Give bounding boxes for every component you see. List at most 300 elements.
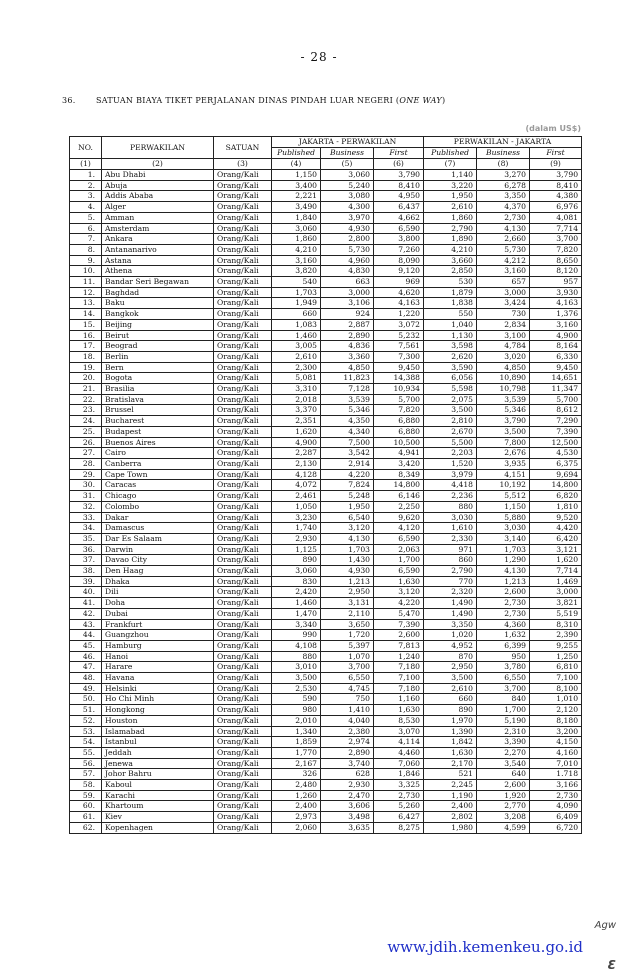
pwk-business: 1,703 [477, 544, 530, 555]
pwk-published: 3,350 [424, 619, 477, 630]
perwakilan-name: Beijing [102, 319, 214, 330]
jkt-published: 4,108 [272, 640, 321, 651]
jkt-business: 7,128 [321, 384, 374, 395]
jkt-published: 3,160 [272, 255, 321, 266]
table-row [70, 202, 582, 213]
jkt-published: 2,351 [272, 416, 321, 427]
table-row [70, 234, 582, 245]
perwakilan-name: Baku [102, 298, 214, 309]
jkt-business: 1,410 [321, 705, 374, 716]
pwk-business: 657 [477, 277, 530, 288]
pwk-business: 5,512 [477, 491, 530, 502]
column-index: (9) [530, 159, 582, 170]
pwk-business: 2,660 [477, 234, 530, 245]
jkt-business: 3,635 [321, 822, 374, 833]
table-row [70, 619, 582, 630]
jkt-business: 4,340 [321, 426, 374, 437]
jkt-business: 5,248 [321, 491, 374, 502]
pwk-business: 2,270 [477, 747, 530, 758]
table-row [70, 501, 582, 512]
pwk-business: 3,540 [477, 758, 530, 769]
pwk-published: 2,400 [424, 801, 477, 812]
pwk-published: 4,210 [424, 244, 477, 255]
row-number: 21. [70, 384, 102, 395]
pwk-published: 770 [424, 576, 477, 587]
pwk-first: 8,410 [530, 180, 582, 191]
pwk-first: 3,166 [530, 780, 582, 791]
perwakilan-name: Buenos Aires [102, 437, 214, 448]
perwakilan-name: Canberra [102, 458, 214, 469]
jkt-published: 1,770 [272, 747, 321, 758]
row-number: 52. [70, 715, 102, 726]
pwk-first: 7,820 [530, 244, 582, 255]
jkt-first: 6,590 [374, 533, 424, 544]
pwk-first: 3,000 [530, 587, 582, 598]
jkt-first: 4,941 [374, 448, 424, 459]
jkt-business: 5,240 [321, 180, 374, 191]
jdih-website-link[interactable]: www.jdih.kemenkeu.go.id [387, 938, 583, 956]
pwk-business: 5,730 [477, 244, 530, 255]
jkt-first: 4,220 [374, 598, 424, 609]
header-business: Business [321, 148, 374, 159]
pwk-business: 2,834 [477, 319, 530, 330]
satuan: Orang/Kali [214, 801, 272, 812]
jkt-published: 3,060 [272, 223, 321, 234]
jkt-published: 880 [272, 651, 321, 662]
pwk-published: 6,056 [424, 373, 477, 384]
row-number: 24. [70, 416, 102, 427]
pwk-first: 7,390 [530, 426, 582, 437]
jkt-first: 7,060 [374, 758, 424, 769]
jkt-business: 6,550 [321, 673, 374, 684]
pwk-published: 1,040 [424, 319, 477, 330]
table-row [70, 394, 582, 405]
satuan: Orang/Kali [214, 373, 272, 384]
jkt-first: 7,813 [374, 640, 424, 651]
jkt-published: 4,900 [272, 437, 321, 448]
jkt-business: 4,220 [321, 469, 374, 480]
perwakilan-name: Bratislava [102, 394, 214, 405]
pwk-first: 7,714 [530, 223, 582, 234]
jkt-business: 663 [321, 277, 374, 288]
satuan: Orang/Kali [214, 170, 272, 181]
jkt-business: 750 [321, 694, 374, 705]
perwakilan-name: Damascus [102, 523, 214, 534]
row-number: 57. [70, 769, 102, 780]
perwakilan-name: Darwin [102, 544, 214, 555]
satuan: Orang/Kali [214, 512, 272, 523]
pwk-first: 957 [530, 277, 582, 288]
table-row [70, 416, 582, 427]
pwk-business: 3,020 [477, 351, 530, 362]
table-row [70, 705, 582, 716]
row-number: 43. [70, 619, 102, 630]
jkt-first: 7,300 [374, 351, 424, 362]
table-row [70, 330, 582, 341]
pwk-business: 3,790 [477, 416, 530, 427]
pwk-published: 1,630 [424, 747, 477, 758]
table-row [70, 341, 582, 352]
jkt-first: 3,120 [374, 587, 424, 598]
pwk-published: 1,950 [424, 191, 477, 202]
jkt-business: 4,300 [321, 202, 374, 213]
pwk-first: 4,163 [530, 298, 582, 309]
satuan: Orang/Kali [214, 480, 272, 491]
perwakilan-name: Brussel [102, 405, 214, 416]
jkt-first: 1,630 [374, 576, 424, 587]
section-title-text: SATUAN BIAYA TIKET PERJALANAN DINAS PINDAH LUAR NEGERI ( [96, 96, 400, 105]
jkt-published: 2,167 [272, 758, 321, 769]
pwk-first: 8,180 [530, 715, 582, 726]
jkt-published: 326 [272, 769, 321, 780]
pwk-published: 5,500 [424, 437, 477, 448]
row-number: 23. [70, 405, 102, 416]
satuan: Orang/Kali [214, 448, 272, 459]
row-number: 46. [70, 651, 102, 662]
pwk-first: 8,120 [530, 266, 582, 277]
perwakilan-name: Dakar [102, 512, 214, 523]
row-number: 27. [70, 448, 102, 459]
jkt-published: 590 [272, 694, 321, 705]
perwakilan-name: Kopenhagen [102, 822, 214, 833]
table-row [70, 437, 582, 448]
table-row [70, 608, 582, 619]
jkt-published: 2,221 [272, 191, 321, 202]
pwk-business: 1,150 [477, 501, 530, 512]
pwk-business: 4,370 [477, 202, 530, 213]
pwk-business: 10,890 [477, 373, 530, 384]
currency-unit-note: (dalam US$) [525, 124, 581, 133]
perwakilan-name: Davao City [102, 555, 214, 566]
jkt-business: 2,110 [321, 608, 374, 619]
header-business: Business [477, 148, 530, 159]
satuan: Orang/Kali [214, 212, 272, 223]
pwk-first: 3,700 [530, 234, 582, 245]
jkt-business: 2,890 [321, 330, 374, 341]
satuan: Orang/Kali [214, 319, 272, 330]
table-row [70, 309, 582, 320]
perwakilan-name: Doha [102, 598, 214, 609]
satuan: Orang/Kali [214, 822, 272, 833]
pwk-published: 3,598 [424, 341, 477, 352]
table-row [70, 170, 582, 181]
jkt-published: 2,010 [272, 715, 321, 726]
jkt-business: 6,540 [321, 512, 374, 523]
pwk-business: 4,599 [477, 822, 530, 833]
satuan: Orang/Kali [214, 769, 272, 780]
pwk-first: 14,651 [530, 373, 582, 384]
jkt-published: 1,150 [272, 170, 321, 181]
jkt-business: 4,830 [321, 266, 374, 277]
row-number: 6. [70, 223, 102, 234]
pwk-first: 6,420 [530, 533, 582, 544]
row-number: 40. [70, 587, 102, 598]
jkt-first: 969 [374, 277, 424, 288]
pwk-published: 2,170 [424, 758, 477, 769]
table-row [70, 555, 582, 566]
jkt-published: 2,300 [272, 362, 321, 373]
pwk-published: 2,330 [424, 533, 477, 544]
pwk-business: 6,278 [477, 180, 530, 191]
jkt-first: 3,420 [374, 458, 424, 469]
perwakilan-name: Bogota [102, 373, 214, 384]
jkt-business: 1,213 [321, 576, 374, 587]
table-row [70, 405, 582, 416]
pwk-first: 4,380 [530, 191, 582, 202]
row-number: 44. [70, 630, 102, 641]
pwk-first: 11,347 [530, 384, 582, 395]
perwakilan-name: Cape Town [102, 469, 214, 480]
pwk-business: 3,390 [477, 737, 530, 748]
jkt-published: 1,620 [272, 426, 321, 437]
row-number: 55. [70, 747, 102, 758]
jkt-business: 2,890 [321, 747, 374, 758]
jkt-first: 6,437 [374, 202, 424, 213]
jkt-first: 4,460 [374, 747, 424, 758]
satuan: Orang/Kali [214, 630, 272, 641]
perwakilan-name: Dili [102, 587, 214, 598]
satuan: Orang/Kali [214, 523, 272, 534]
table-row [70, 362, 582, 373]
jkt-business: 5,397 [321, 640, 374, 651]
table-row [70, 351, 582, 362]
satuan: Orang/Kali [214, 416, 272, 427]
pwk-first: 5,519 [530, 608, 582, 619]
jkt-first: 14,800 [374, 480, 424, 491]
satuan: Orang/Kali [214, 619, 272, 630]
perwakilan-name: Colombo [102, 501, 214, 512]
pwk-first: 3,160 [530, 319, 582, 330]
row-number: 48. [70, 673, 102, 684]
jkt-business: 1,950 [321, 501, 374, 512]
pwk-first: 4,150 [530, 737, 582, 748]
jkt-published: 2,400 [272, 801, 321, 812]
pwk-business: 3,424 [477, 298, 530, 309]
pwk-business: 3,350 [477, 191, 530, 202]
table-row [70, 298, 582, 309]
pwk-business: 950 [477, 651, 530, 662]
perwakilan-name: Istanbul [102, 737, 214, 748]
pwk-business: 1,920 [477, 790, 530, 801]
perwakilan-name: Hanoi [102, 651, 214, 662]
perwakilan-name: Bern [102, 362, 214, 373]
jkt-first: 1,846 [374, 769, 424, 780]
jkt-business: 3,498 [321, 812, 374, 823]
page-number: - 28 - [300, 50, 338, 64]
pwk-published: 3,030 [424, 512, 477, 523]
pwk-first: 8,650 [530, 255, 582, 266]
table-row [70, 244, 582, 255]
satuan: Orang/Kali [214, 780, 272, 791]
pwk-business: 640 [477, 769, 530, 780]
jkt-first: 14,388 [374, 373, 424, 384]
jkt-published: 2,973 [272, 812, 321, 823]
pwk-published: 3,660 [424, 255, 477, 266]
satuan: Orang/Kali [214, 491, 272, 502]
satuan: Orang/Kali [214, 790, 272, 801]
pwk-first: 1,620 [530, 555, 582, 566]
pwk-business: 2,730 [477, 212, 530, 223]
table-row [70, 491, 582, 502]
initial-signature-mark: Ɛ [607, 958, 616, 972]
jkt-published: 4,210 [272, 244, 321, 255]
pwk-first: 2,390 [530, 630, 582, 641]
initial-signature-mark: Agw [594, 920, 616, 931]
jkt-business: 3,106 [321, 298, 374, 309]
satuan: Orang/Kali [214, 598, 272, 609]
jkt-published: 1,460 [272, 598, 321, 609]
satuan: Orang/Kali [214, 384, 272, 395]
table-row [70, 662, 582, 673]
jkt-first: 10,934 [374, 384, 424, 395]
jkt-first: 6,880 [374, 426, 424, 437]
satuan: Orang/Kali [214, 683, 272, 694]
jkt-first: 1,220 [374, 309, 424, 320]
jkt-published: 3,820 [272, 266, 321, 277]
pwk-published: 4,418 [424, 480, 477, 491]
perwakilan-name: Chicago [102, 491, 214, 502]
jkt-published: 2,930 [272, 533, 321, 544]
pwk-published: 2,320 [424, 587, 477, 598]
jkt-business: 5,346 [321, 405, 374, 416]
jkt-first: 10,500 [374, 437, 424, 448]
perwakilan-name: Addis Ababa [102, 191, 214, 202]
satuan: Orang/Kali [214, 726, 272, 737]
jkt-first: 1,160 [374, 694, 424, 705]
jkt-first: 9,120 [374, 266, 424, 277]
table-row [70, 737, 582, 748]
perwakilan-name: Ho Chi Minh [102, 694, 214, 705]
jkt-first: 6,427 [374, 812, 424, 823]
perwakilan-name: Amsterdam [102, 223, 214, 234]
pwk-published: 2,850 [424, 266, 477, 277]
jkt-business: 924 [321, 309, 374, 320]
jkt-published: 660 [272, 309, 321, 320]
jkt-published: 2,461 [272, 491, 321, 502]
pwk-first: 7,290 [530, 416, 582, 427]
satuan: Orang/Kali [214, 458, 272, 469]
row-number: 13. [70, 298, 102, 309]
pwk-published: 2,236 [424, 491, 477, 502]
jkt-first: 4,163 [374, 298, 424, 309]
satuan: Orang/Kali [214, 737, 272, 748]
perwakilan-name: Havana [102, 673, 214, 684]
jkt-first: 7,390 [374, 619, 424, 630]
pwk-business: 3,030 [477, 523, 530, 534]
jkt-business: 4,040 [321, 715, 374, 726]
table-row [70, 533, 582, 544]
jkt-first: 7,180 [374, 662, 424, 673]
pwk-published: 1,490 [424, 608, 477, 619]
jkt-business: 3,606 [321, 801, 374, 812]
jkt-published: 4,072 [272, 480, 321, 491]
pwk-business: 4,130 [477, 223, 530, 234]
jkt-first: 7,820 [374, 405, 424, 416]
row-number: 37. [70, 555, 102, 566]
table-row [70, 512, 582, 523]
jkt-business: 3,970 [321, 212, 374, 223]
jkt-business: 1,430 [321, 555, 374, 566]
table-row [70, 598, 582, 609]
jkt-business: 3,000 [321, 287, 374, 298]
perwakilan-name: Astana [102, 255, 214, 266]
jkt-published: 1,860 [272, 234, 321, 245]
row-number: 29. [70, 469, 102, 480]
jkt-published: 1,859 [272, 737, 321, 748]
jkt-published: 1,460 [272, 330, 321, 341]
table-row [70, 469, 582, 480]
pwk-published: 2,610 [424, 683, 477, 694]
jkt-first: 7,260 [374, 244, 424, 255]
pwk-published: 5,598 [424, 384, 477, 395]
jkt-published: 540 [272, 277, 321, 288]
jkt-first: 5,232 [374, 330, 424, 341]
pwk-published: 4,952 [424, 640, 477, 651]
pwk-first: 4,420 [530, 523, 582, 534]
pwk-first: 9,520 [530, 512, 582, 523]
jkt-business: 3,080 [321, 191, 374, 202]
satuan: Orang/Kali [214, 266, 272, 277]
satuan: Orang/Kali [214, 576, 272, 587]
pwk-published: 660 [424, 694, 477, 705]
jkt-first: 7,100 [374, 673, 424, 684]
pwk-business: 1,632 [477, 630, 530, 641]
jkt-business: 4,130 [321, 533, 374, 544]
pwk-first: 1.718 [530, 769, 582, 780]
satuan: Orang/Kali [214, 277, 272, 288]
row-number: 26. [70, 437, 102, 448]
jkt-published: 4,128 [272, 469, 321, 480]
perwakilan-name: Dubai [102, 608, 214, 619]
jkt-first: 2,600 [374, 630, 424, 641]
jkt-published: 2,130 [272, 458, 321, 469]
satuan: Orang/Kali [214, 437, 272, 448]
jkt-business: 3,650 [321, 619, 374, 630]
row-number: 7. [70, 234, 102, 245]
row-number: 54. [70, 737, 102, 748]
row-number: 1. [70, 170, 102, 181]
perwakilan-name: Dar Es Salaam [102, 533, 214, 544]
pwk-published: 1,020 [424, 630, 477, 641]
jkt-published: 2,060 [272, 822, 321, 833]
column-index: (7) [424, 159, 477, 170]
pwk-first: 6,375 [530, 458, 582, 469]
column-index: (4) [272, 159, 321, 170]
table-row [70, 266, 582, 277]
table-row [70, 651, 582, 662]
jkt-first: 2,730 [374, 790, 424, 801]
row-number: 12. [70, 287, 102, 298]
jkt-first: 1,630 [374, 705, 424, 716]
table-row [70, 630, 582, 641]
perwakilan-name: Khartoum [102, 801, 214, 812]
jkt-business: 4,930 [321, 566, 374, 577]
pwk-business: 3,100 [477, 330, 530, 341]
section-title [62, 96, 445, 105]
pwk-business: 3,780 [477, 662, 530, 673]
row-number: 47. [70, 662, 102, 673]
table-row [70, 822, 582, 833]
jkt-published: 1,083 [272, 319, 321, 330]
jkt-published: 1,703 [272, 287, 321, 298]
jkt-first: 9,450 [374, 362, 424, 373]
pwk-published: 2,075 [424, 394, 477, 405]
row-number: 32. [70, 501, 102, 512]
pwk-first: 4,900 [530, 330, 582, 341]
pwk-first: 1,376 [530, 309, 582, 320]
jkt-first: 6,146 [374, 491, 424, 502]
header-first: First [530, 148, 582, 159]
